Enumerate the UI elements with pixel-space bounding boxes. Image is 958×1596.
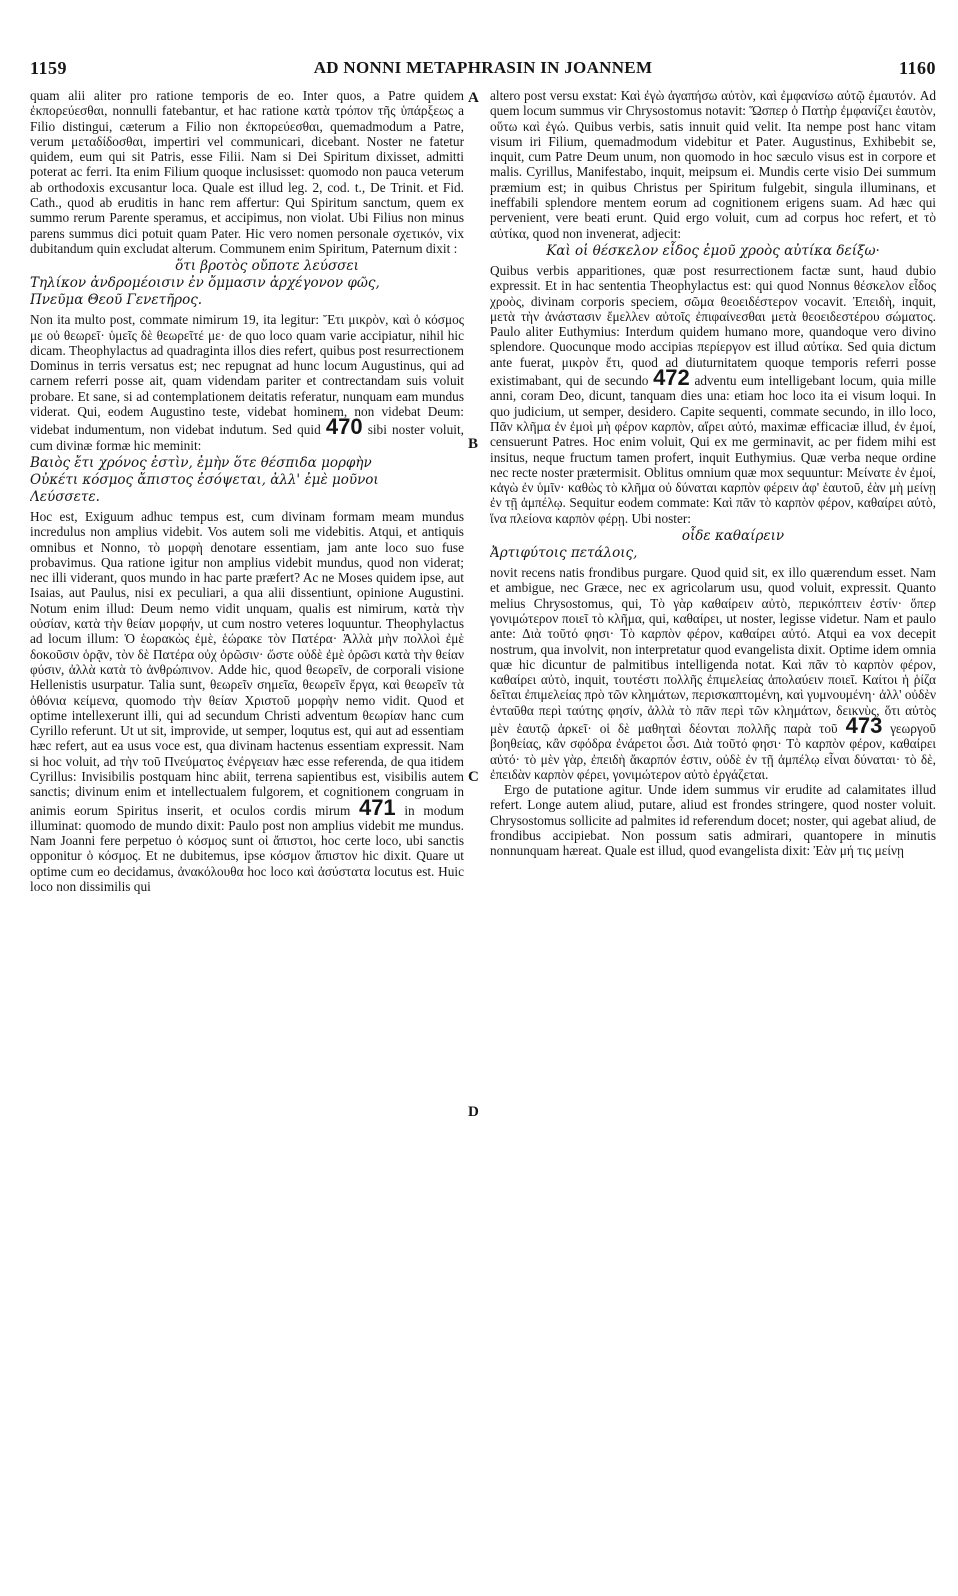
running-title: AD NONNI METAPHRASIN IN JOANNEM <box>313 58 653 77</box>
left-verse-1-line-1: ὅτι βροτὸς οὔποτε λεύσσει <box>175 258 359 275</box>
left-verse-2 <box>30 455 464 506</box>
right-paragraph-1: altero post versu exstat: Καὶ ἐγὼ ἀγαπήσω αὐτὸν, καὶ ἐμφανίσω αὐτῷ ἐμαυτόν. Ad quem locum summus vir Chrysostomus notavit: Ὥσπερ ὁ Πατὴρ ἐμφανίζει ἑαυτὸν, οὕτω καὶ ἐγώ. Quibus verbis, satis innuit quid velit. Ita nempe post hanc vitam visum iri Filium, quemadmodum videbitur et Pater. Augustinus, Exhibebit se, inquit, cum Patre Deum unum, non quomodo in hoc sæculo visus est in corpore et malis. Cyrillus, Manifestabo, inquit, meipsum ei. Mundis certe visio Dei summum præmium est; in quibus Christus per Spiritum fulgebit, singula illuminans, et ineffabili splendore mentem eorum ad cognitionem erigens suam. Ad hæc qui pervenient, vere beati erunt. Quid ergo voluit, cum ad corpus hoc refert, et τὸ αὐτίκα, quod non invenerat, adjecit: <box>490 88 936 241</box>
left-paragraph-2-text-a: Non ita multo post, commate nimirum 19, ita legitur: Ἔτι μικρὸν, καὶ ὁ κόσμος με οὐ θεωρεῖ· ὑμεῖς δὲ θεωρεῖτέ με· de quo loco quam varie accipiatur, nihil hic dicam. Theophylactus ad quadraginta illos dies refert, quibus post resurrectionem Dominus in terris versatus est; nec repugnat ad hunc locum Augustinus, qui ad carnem referri posse ait, quam videndam pariter et contrectandam suis voluit probare. Et sane, si ad contemplationem deitatis referatur, nunquam eam mundus viderat. Qui, eodem Augustino teste, videbat hominem, non videbat Deum: videbat indumentum, non videbat indutum. Sed quid <box>30 312 464 438</box>
margin-letter-d: D <box>468 1104 479 1120</box>
left-verse-1-line-2: Τηλίκον ἀνδρομέοισιν ἐν ὄμμασιν ἀρχέγονον φῶς, <box>30 275 380 292</box>
margin-letter-a: A <box>468 90 479 106</box>
right-verse-2-line-1: οἶδε καθαίρειν <box>681 528 785 545</box>
right-verse-2-line-2: Ἀρτιφύτοις πετάλοις, <box>490 545 638 562</box>
page-number-left: 1159 <box>30 58 68 78</box>
running-header <box>30 58 936 82</box>
left-verse-2-line-1: Βαιὸς ἔτι χρόνος ἐστὶν, ἐμὴν ὅτε θέσπιδα μορφὴν <box>30 454 372 471</box>
right-verse-1: Καὶ οἱ θέσκελον εἶδος ἐμοῦ χροὸς αὐτίκα δείξω· <box>546 242 880 259</box>
column-number-472: 472 <box>653 365 690 391</box>
right-verse-2 <box>490 528 936 562</box>
left-paragraph-1: quam alii aliter pro ratione temporis de eo. Inter quos, a Patre quidem ἐκπορεύεσθαι, nonnulli fatebantur, et hac ratione κατὰ τρόπον τῆς ὑπάρξεως a Filio distingui, cæterum a Filio non ἐκπορεύεσθαι, quemadmodum a Patre, verum μεταδίδοσθαι, impertiri vel communicari, dicebant. Noster ne fatetur quidem, eum qui sit Patris, esse Filii. Nam si Dei Spiritum dixisset, admitti poterat ac ferri. Ita enim Filium quoque inclusisset: quomodo non pauca veterum ab orthodoxis excusantur loca. Quale est illud leg. 2, cod. t., De Trinit. et Fid. Cath., quod ab eruditis in hanc rem affertur: Qui Spiritum sanctum, quem ex summo rerum Parente speramus, et accipimus, non violat. Ubi Filius non minus parens summus dici potuit quam Pater. Hic vero nomen personale σχετικόν, vix dubitandum quin excludat alterum. Communem enim Spiritum, Paternum dixit : <box>30 88 464 256</box>
left-verse-1-line-3: Πνεῦμα Θεοῦ Γενετῆρος. <box>30 292 203 309</box>
right-paragraph-2-text-a: Quibus verbis apparitiones, quæ post resurrectionem factæ sunt, haud dubio expressit. Et in hac sententia Theophylactus est: qui quod Nonnus θέσκελον εἶδος χροὸς, divinam corporis speciem, σῶμα θεοειδέστερον vocavit. Ἐπειδὴ, inquit, μετὰ τὴν ἀνάστασιν ἔμελλεν αὐτοῖς ἐπιφαίνεσθαι μετὰ θεοειδεστέρου σώματος. Paulo aliter Euthymius: Interdum quidem humano more, quandoque vero divino splendore. Quocunque modo accipias περίεργον est illud αὐτίκα. Sed quia dictum ante fuerat, μικρὸν ἔτι, quod ad diuturnitatem quoque temporis referri posse existimabant, qui de secundo <box>490 262 936 389</box>
right-paragraph-2 <box>490 263 936 526</box>
right-paragraph-3-text-a: novit recens natis frondibus purgare. Quod quid sit, ex illo quærendum esset. Nam et ambigue, nec Græce, nec ex agricolarum usu, quod voluit, expressit. Quanto melius Chrysostomus, qui, Τὸ γὰρ καθαίρειν αὐτὸ, περικόπτειν ἐστίν· ὅπερ γονιμώτερον ποιεῖ τὸ κλῆμα, qui, καθαίρει, ut noster, legisse videtur. Nam et paulo ante: Διὰ τοῦτό φησι· Τὸ καρπὸν φέρον, καθαίρει αὐτό. Atqui ea vox decepit nostrum, qua involvit, non interpretatur quod evangelista dixit. Optime idem omnia quæ hic dicuntur de palmitibus intelligenda notat. Καὶ πᾶν τὸ καρπὸν φέρον, καθαίρει αὐτὸ, inquit, τουτέστι πολλῆς ἐπιμελείας ἀπολαύειν ποιεῖ. Καίτοι ἡ ῥίζα δεῖται ἐπιμελείας πρὸ τῶν κλημάτων, περισκαπτομένη, καὶ γυμνουμένη· ἀλλ' οὐδὲν ἐνταῦθα περὶ ταύτης φησίν, ἀλλὰ τὸ πᾶν περὶ τῶν κλημάτων, δεικνὺς, ὅτι αὐτὸς μὲν ἑαυτῷ ἀρκεῖ· οἱ δὲ μαθηταὶ δέονται πολλῆς παρὰ τοῦ <box>490 565 936 736</box>
left-column <box>30 88 464 1588</box>
margin-letter-c: C <box>468 769 479 785</box>
column-number-473: 473 <box>845 712 883 738</box>
right-paragraph-2-text-b: adventu eum intelligebant locum, quia mille anni, coram Deo, dicunt, tanquam dies una: etiam hoc loco ita ei visum loqui. In quo judicium, ut semper, desidero. Capite sequenti, commate secundo, in illo loco, Πᾶν κλῆμα ἐν ἐμοὶ μὴ φέρον καρπὸν, αἴρει αὐτό, maximæ efficaciæ illud, ἐν ἐμοί, censuerunt Patres. Hoc enim voluit, Qui ex me germinavit, ac per fidem mihi est insitus, neque fructum tamen profert, inquit Euthymius. Quæ verba neque ordine nec recte noster prætermisit. Oblitus omnium quæ mox sequuntur: Μείνατε ἐν ἐμοί, κἀγὼ ἐν ὑμῖν· καθὼς τὸ κλῆμα οὐ δύναται καρπὸν φέρειν ἀφ' ἑαυτοῦ, ἐὰν μὴ μείνῃ ἐν τῇ ἀμπέλῳ. Sequitur eodem commate: Καὶ πᾶν τὸ καρπὸν φέρον, καθαίρει αὐτὸ, ἵνα πλείονα καρπὸν φέρῃ. Ubi noster: <box>490 373 936 526</box>
left-verse-1 <box>30 258 464 309</box>
left-paragraph-3-text-b: in modum illuminat: quomodo de mundo dixit: Paulo post non amplius videbit me mundus. Nam Joanni fere perpetuo ὁ κόσμος sunt οἱ ἄπιστοι, hoc certe loco, ubi sanctis opponitur ὁ κόσμος. Et ne dubitemus, ipse κόσμον ἄπιστον hic dixit. Quare ut optime cum eo decidamus, ἀνακόλουθα hoc loco καὶ ἀσύστατα locutus est. Huic loco non dissimilis qui <box>30 802 464 895</box>
column-number-470: 470 <box>325 414 363 440</box>
right-column <box>490 88 936 1588</box>
page-number-right: 1160 <box>898 58 936 78</box>
right-paragraph-3 <box>490 565 936 782</box>
left-verse-2-line-2: Οὐκέτι κόσμος ἄπιστος ἐσόψεται, ἀλλ' ἐμὲ μοῦνοι <box>30 471 379 488</box>
left-paragraph-3 <box>30 509 464 894</box>
left-paragraph-2 <box>30 312 464 453</box>
right-paragraph-3-text-b: γεωργοῦ βοηθείας, κἂν σφόδρα ἐνάρετοι ὦσι. Διὰ τοῦτό φησι· Τὸ καρπὸν φέρον, καθαίρει αὐτό· τὸ μὲν γὰρ, ἐπειδὴ ἄκαρπόν ἐστιν, οὐδὲ ἐν τῇ ἀμπέλῳ εἶναι δύναται· τὸ δὲ, ἐπειδὰν καρπὸν φέρει, γονιμώτερον αὐτὸ ἐργάζεται. <box>490 720 936 782</box>
margin-letter-b: B <box>468 436 479 452</box>
left-paragraph-2-text-b: sibi noster voluit, cum divinæ formæ hic meminit: <box>30 422 464 453</box>
column-number-471: 471 <box>358 794 396 820</box>
left-verse-2-line-3: Λεύσσετε. <box>30 488 100 505</box>
left-paragraph-3-text-a: Hoc est, Exiguum adhuc tempus est, cum divinam formam meam mundus incredulus non amplius videbit. Vos autem soli me videbitis. Atqui, et antiquis omnibus et Nonno, τὸ μορφὴ denotare essentiam, jam ante loco suo fuse probavimus. Qua ratione igitur non amplius videbit mundus, quod non viderat; nec illi viderant, quos mundo in hac parte præfert? Ac ne Moses quidem ipse, aut Isaias, aut Paulus, nisi ex peculiari, a qua alii dissentiunt, opinione Augustini. Notum enim illud: Deum nemo vidit unquam, qualis est nimirum, κατὰ τὴν οὐσίαν, κατὰ τὴν θείαν μορφήν, ut cum nostro veteres loquuntur. Theophylactus ad locum illum: Ὁ ἑωρακὼς ἐμὲ, ἑώρακε τὸν Πατέρα· Ἀλλὰ μὴν πολλοὶ ἐμὲ δοκοῦσιν ὁρᾷν, τὸν δὲ Πατέρα οὐχ ὁρῶσιν· ὥστε οὐδὲ ἐμὲ ὁρῶσι κατὰ τὴν θείαν φύσιν, ἀλλὰ κατὰ τὸ ἀνθρώπινον. Adde hic, quod θεωρεῖν, de corporali visione Hellenistis usurpatur. Talia sunt, θεωρεῖν σημεῖα, θεωρεῖν ἔργα, καὶ θεωρεῖν τὰ ὀθόνια κείμενα, quomodo τὴν θείαν Χριστοῦ μορφὴν nemo vidit. Quod et optime intellexerunt illi, qui ad secundum Christi adventum θεωρίαν hanc cum Cyrillo referunt. Ut ut sit, improvide, ut semper, loqutus est, qui aut ad essentiam hæc refert, aut ea usus voce est, qua divinam hactenus essentiam expressit. Nam si hoc voluit, ad τὴν τοῦ Πνεύματος ἐνέργειαν hæc esse referenda, de qua itidem Cyrillus: Invisibilis postquam hinc abiit, terrena sapientibus est, visibilis autem sanctis; divinum enim et intellectualem fulgorem, et cognitionem congruam in animis eorum Spiritus inserit, et oculos cordis mirum <box>30 508 464 818</box>
right-paragraph-4: Ergo de putatione agitur. Unde idem summus vir erudite ad calamitates illud refert. Longe autem aliud, putare, aliud est frondes stringere, quod noster voluit. Chrysostomus sollicite ad palmites id referendum docet; noster, qui agebat aliud, de frondibus accipiebat. Non possum satis admirari, quantopere in minutis nonnunquam hæreat. Quale est illud, quod evangelista dixit: Ἐὰν μή τις μείνῃ <box>490 782 936 859</box>
